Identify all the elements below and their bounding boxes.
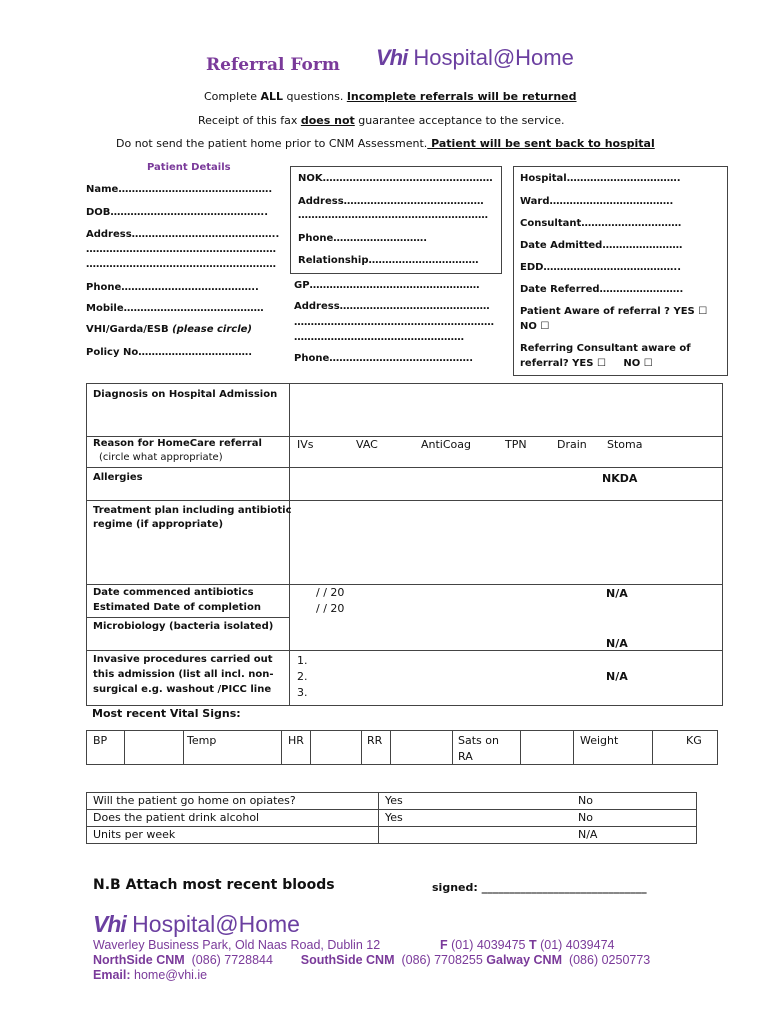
- option-anticoag[interactable]: AntiCoag: [421, 438, 471, 451]
- consultant-aware-label: Referring Consultant aware of: [520, 343, 691, 354]
- sats-ra-label: RA: [458, 750, 473, 763]
- logo-hospital-home: Hospital@Home: [413, 45, 574, 70]
- nok-field[interactable]: NOK……………………………………………: [298, 173, 493, 184]
- instruction-line-3: Do not send the patient home prior to CNM Assessment. Patient will be sent back to hospital: [116, 137, 655, 150]
- hospital-field[interactable]: Hospital…………………………….: [520, 173, 681, 184]
- footer-fax-phone: F (01) 4039475 T (01) 4039474: [440, 938, 615, 952]
- nok-address-line-2[interactable]: …………………………………………………: [298, 210, 488, 221]
- microbiology-na: N/A: [606, 637, 628, 650]
- patient-aware-no[interactable]: NO ☐: [520, 321, 550, 332]
- invasive-item-2[interactable]: 2.: [297, 670, 308, 683]
- checkbox-icon[interactable]: ☐: [596, 358, 606, 369]
- option-drain[interactable]: Drain: [557, 438, 587, 451]
- treatment-label-1: Treatment plan including antibiotic: [93, 505, 292, 516]
- patient-dob-field[interactable]: DOB………………………………………..: [86, 207, 269, 218]
- date-admitted-field[interactable]: Date Admitted……………………: [520, 240, 683, 251]
- attach-bloods-note: N.B Attach most recent bloods: [93, 877, 335, 893]
- opiates-yes[interactable]: Yes: [385, 794, 403, 807]
- nok-relationship-field[interactable]: Relationship……………………………: [298, 255, 479, 266]
- gp-address-line-3[interactable]: ……………………………………………: [294, 332, 464, 343]
- logo-hospital-home: Hospital@Home: [132, 911, 300, 937]
- patient-address-line-3[interactable]: …………………………………………………: [86, 259, 276, 270]
- kg-label: KG: [686, 734, 702, 747]
- gp-phone-field[interactable]: Phone…………………………………….: [294, 353, 474, 364]
- policy-number-field[interactable]: Policy No…………………………….: [86, 347, 253, 358]
- invasive-label-1: Invasive procedures carried out: [93, 654, 273, 665]
- checkbox-icon[interactable]: ☐: [540, 321, 550, 332]
- patient-mobile-field[interactable]: Mobile……………………………………: [86, 303, 264, 314]
- signature-field[interactable]: signed: ______________________________: [432, 881, 647, 894]
- insurance-type-field[interactable]: VHI/Garda/ESB (please circle): [86, 324, 252, 335]
- footer-address-line: [93, 938, 380, 952]
- consultant-field[interactable]: Consultant…………………………: [520, 218, 682, 229]
- footer-address: Waverley Business Park, Old Naas Road, Dublin 12: [93, 938, 381, 952]
- ward-field[interactable]: Ward……………………………….: [520, 196, 674, 207]
- bp-label: BP: [93, 734, 108, 747]
- instruction-line-2: Receipt of this fax does not guarantee acceptance to the service.: [198, 114, 565, 127]
- nok-phone-field[interactable]: Phone……………………….: [298, 233, 428, 244]
- email-link[interactable]: home@vhi.ie: [134, 968, 208, 982]
- units-question: Units per week: [93, 828, 176, 841]
- form-title: Referral Form: [206, 55, 340, 75]
- date-referred-field[interactable]: Date Referred…………………….: [520, 284, 684, 295]
- gp-address-field[interactable]: Address………………………………………: [294, 301, 490, 312]
- gp-field[interactable]: GP……………………………………………: [294, 280, 480, 291]
- date-completion-label: Estimated Date of completion: [93, 602, 261, 613]
- vhi-logo-footer: [93, 911, 300, 938]
- patient-details-heading: Patient Details: [147, 162, 231, 173]
- alcohol-no[interactable]: No: [578, 811, 593, 824]
- date-commenced-label: Date commenced antibiotics: [93, 587, 254, 598]
- reason-note: (circle what appropriate): [99, 452, 223, 463]
- opiates-no[interactable]: No: [578, 794, 593, 807]
- checkbox-icon[interactable]: ☐: [698, 306, 708, 317]
- footer-email: Email: home@vhi.ie: [93, 968, 208, 982]
- gp-address-line-2[interactable]: ……………………………………………………: [294, 317, 494, 328]
- sats-label: Sats on: [458, 734, 499, 747]
- temp-label: Temp: [187, 734, 217, 747]
- nok-address-field[interactable]: Address……………………………………: [298, 196, 484, 207]
- weight-label: Weight: [580, 734, 619, 747]
- date-commenced-input[interactable]: / / 20: [316, 586, 345, 599]
- patient-address-line-2[interactable]: …………………………………………………: [86, 244, 276, 255]
- microbiology-label: Microbiology (bacteria isolated): [93, 621, 274, 632]
- footer-cnm-line: NorthSide CNM (086) 7728844 SouthSide CNM (086) 7708255 Galway CNM (086) 0250773: [93, 953, 651, 967]
- hr-label: HR: [288, 734, 304, 747]
- option-stoma[interactable]: Stoma: [607, 438, 643, 451]
- invasive-label-3: surgical e.g. washout /PICC line: [93, 684, 272, 695]
- instruction-line-1: Complete ALL questions. Incomplete referrals will be returned: [204, 90, 577, 103]
- logo-vhi: Vhi: [376, 45, 408, 70]
- option-ivs[interactable]: IVs: [297, 438, 314, 451]
- invasive-item-1[interactable]: 1.: [297, 654, 308, 667]
- patient-aware-yes[interactable]: Patient Aware of referral ? YES ☐: [520, 306, 708, 317]
- patient-address-field[interactable]: Address……………………………………..: [86, 229, 280, 240]
- nkda-value[interactable]: NKDA: [602, 472, 638, 485]
- checkbox-icon[interactable]: ☐: [643, 358, 653, 369]
- invasive-label-2: this admission (list all incl. non-: [93, 669, 274, 680]
- treatment-label-2: regime (if appropriate): [93, 519, 224, 530]
- logo-vhi: Vhi: [93, 911, 126, 937]
- invasive-item-3[interactable]: 3.: [297, 686, 308, 699]
- option-vac[interactable]: VAC: [356, 438, 378, 451]
- edd-field[interactable]: EDD…………………………………..: [520, 262, 682, 273]
- patient-phone-field[interactable]: Phone…………………………………..: [86, 282, 259, 293]
- vitals-heading: Most recent Vital Signs:: [92, 707, 241, 720]
- date-completion-input[interactable]: / / 20: [316, 602, 345, 615]
- patient-name-field[interactable]: Name……………………………………….: [86, 184, 273, 195]
- reason-label: Reason for HomeCare referral: [93, 438, 262, 449]
- diagnosis-label: Diagnosis on Hospital Admission: [93, 389, 278, 400]
- option-tpn[interactable]: TPN: [505, 438, 527, 451]
- alcohol-question: Does the patient drink alcohol: [93, 811, 260, 824]
- vhi-logo: [376, 45, 574, 71]
- units-value[interactable]: N/A: [578, 828, 598, 841]
- vitals-table: [86, 730, 718, 765]
- invasive-na: N/A: [606, 670, 628, 683]
- rr-label: RR: [367, 734, 383, 747]
- consultant-aware-options[interactable]: referral? YES ☐ NO ☐: [520, 358, 653, 369]
- date-na: N/A: [606, 587, 628, 600]
- alcohol-yes[interactable]: Yes: [385, 811, 403, 824]
- opiates-question: Will the patient go home on opiates?: [93, 794, 296, 807]
- allergies-label: Allergies: [93, 472, 143, 483]
